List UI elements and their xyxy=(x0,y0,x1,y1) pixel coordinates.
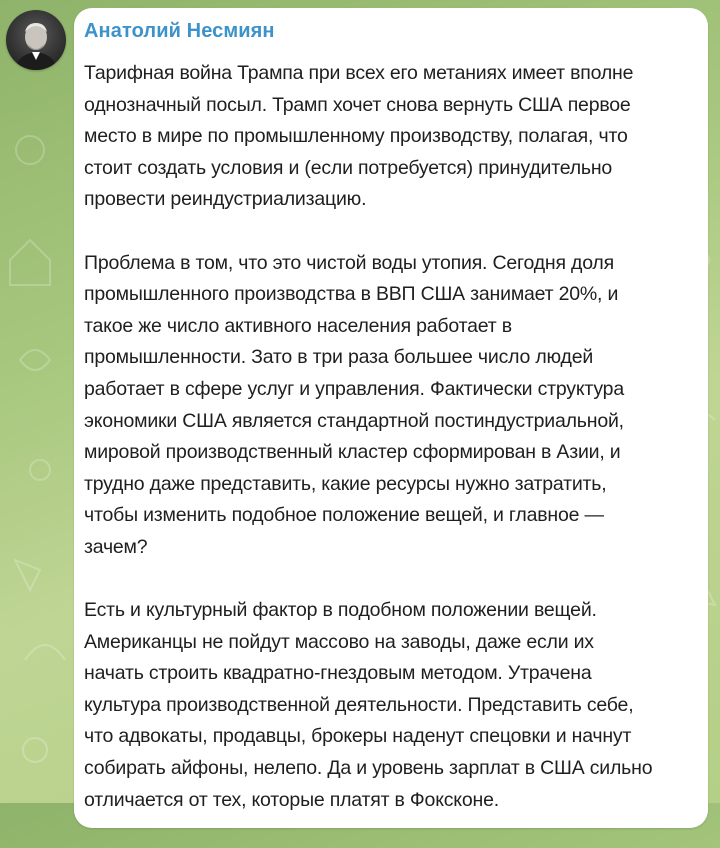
message-line: место в мире по промышленному производству, полагая, что xyxy=(84,125,628,148)
message-line: отличается от тех, которые платят в Фоксконе. xyxy=(84,788,499,811)
message-line: Есть и культурный фактор в подобном положении вещей. xyxy=(84,599,597,622)
message-bubble[interactable] xyxy=(74,8,708,828)
message-line: работает в сфере услуг и управления. Фактически структура xyxy=(84,377,624,400)
message-line: Американцы не пойдут массово на заводы, даже если их xyxy=(84,630,594,653)
message-line: зачем? xyxy=(84,535,148,558)
message-text xyxy=(84,58,682,848)
message-line: собирать айфоны, нелепо. Да и уровень зарплат в США сильно xyxy=(84,757,653,780)
message-paragraph xyxy=(84,58,682,216)
message-paragraph xyxy=(84,248,682,564)
message-line: мировой производственный кластер сформирован в Азии, и xyxy=(84,441,621,464)
message-line: промышленности. Зато в три раза большее число людей xyxy=(84,346,594,369)
message-line: начать строить квадратно-гнездовым методом. Утрачена xyxy=(84,662,592,685)
message-line: экономики США является стандартной постиндустриальной, xyxy=(84,409,624,432)
message-line: промышленного производства в ВВП США занимает 20%, и xyxy=(84,283,619,306)
message-line: Тарифная война Трампа при всех его метаниях имеет вполне xyxy=(84,62,634,84)
message-line: однозначный посыл. Трамп хочет снова вернуть США первое xyxy=(84,93,631,116)
message-line: провести реиндустриализацию. xyxy=(84,188,367,211)
message-paragraph xyxy=(84,595,682,816)
avatar-portrait-icon xyxy=(6,10,66,70)
sender-name[interactable]: Анатолий Несмиян xyxy=(84,20,275,42)
message-line: такое же число активного населения работает в xyxy=(84,314,512,337)
message-line: Проблема в том, что это чистой воды утопия. Сегодня доля xyxy=(84,251,614,274)
message-line: культура производственной деятельности. Представить себе, xyxy=(84,693,634,716)
message-line: трудно даже представить, какие ресурсы нужно затратить, xyxy=(84,472,607,495)
message-line: чтобы изменить подобное положение вещей, и главное — xyxy=(84,504,604,527)
avatar[interactable] xyxy=(6,10,66,70)
message-line: что адвокаты, продавцы, брокеры наденут спецовки и начнут xyxy=(84,725,632,748)
message-line: стоит создать условия и (если потребуется) принудительно xyxy=(84,156,613,179)
